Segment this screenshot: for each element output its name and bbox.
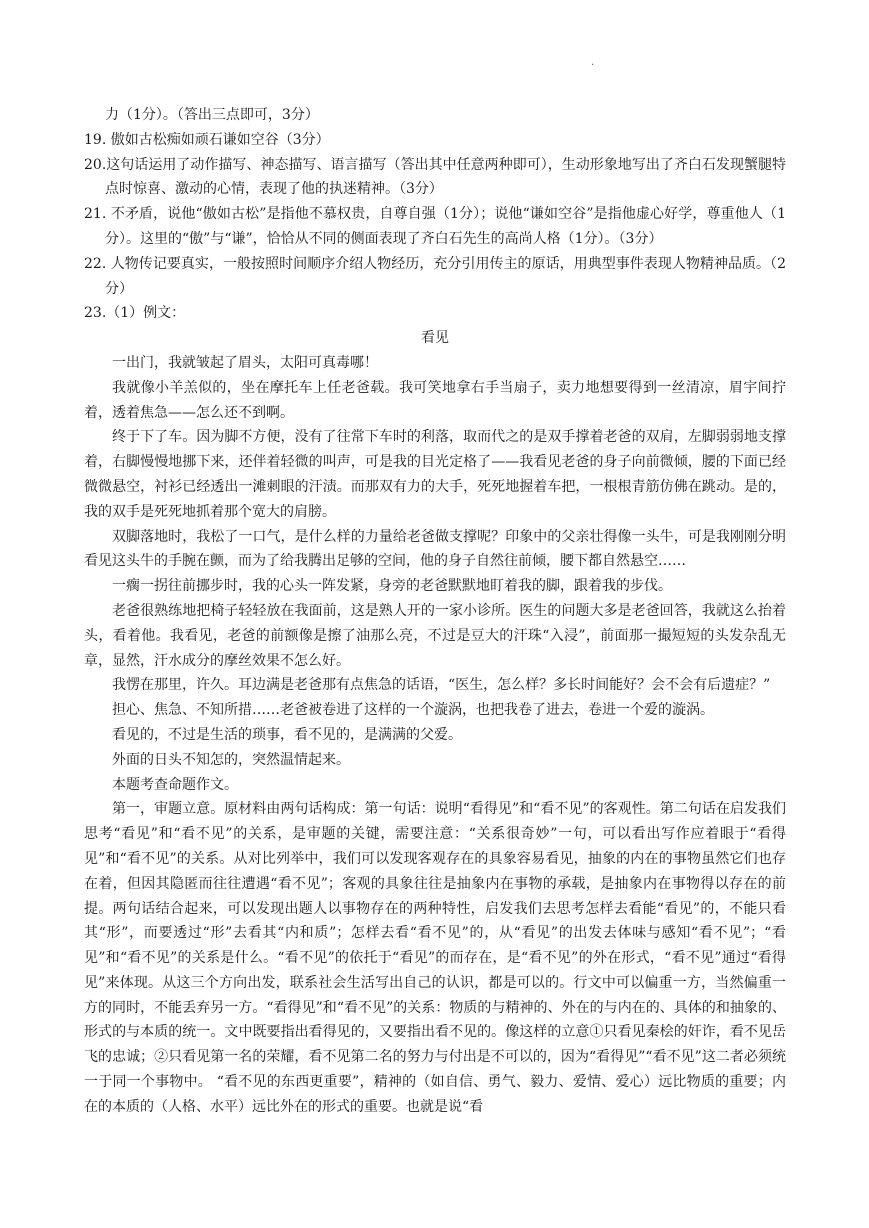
essay-paragraph: 看见的，不过是生活的琐事，看不见的，是满满的父爱。 xyxy=(112,726,462,743)
analysis-paragraph: 第一，审题立意。原材料由两句话构成：第一句话：说明“看得见”和“看不见”的客观性。第二句话在启发我们思考“看见”和“看不见”的关系，是审题的关键，需要注意：“关系很奇妙”一句，可以看出写作应着眼于“看得见”和“看不见”的关系。从对比列举中，我们可以发现客观存在的具象容易看见，抽象的内在的事物虽然它们也存在着，但因其隐匿而往往遭遇“看不见”；客观的具象往往是抽象内在事物的承载，是抽象内在事物得以存在的前提。两句话结合起来，可以发现出题人以事物存在的两种特性，启发我们去思考怎样去看能“看见”的，不能只看其“形”，而要透过“形”去看其“内和质”；怎样去看“看不见”的，从“看见”的出发去体味与感知“看不见”；“看见”和“看不见”的关系是什么。“看不见”的依托于“看见”的而存在，是“看不见”的外在形式，“看不见”通过“看得见”来体现。从这三个方向出发，联系社会生活写出自己的认识，都是可以的。行文中可以偏重一方，当然偏重一方的同时，不能丢弃另一方。“看得见”和“看不见”的关系：物质的与精神的、外在的与内在的、具体的和抽象的、形式的与本质的统一。文中既要指出看得见的，又要指出看不见的。像这样的立意①只看见秦桧的奸诈，看不见岳飞的忠诚；②只看见第一名的荣耀，看不见第二名的努力与付出是不可以的，因为“看得见”“看不见”这二者必须统一于同一个事物中。 “看不见的东西更重要”，精神的（如自信、勇气、毅力、爱情、爱心）远比物质的重要；内在的本质的（人格、水平）远比外在的形式的重要。也就是说“看 xyxy=(84,801,786,1115)
answer-line: 力（1分）。（答出三点即可，3分） xyxy=(105,107,319,123)
essay-paragraph: 外面的日头不知怎的，突然温情起来。 xyxy=(112,751,350,768)
essay-title: 看见 xyxy=(421,330,449,347)
essay-paragraph: 一出门，我就皱起了眉头，太阳可真毒哪！ xyxy=(112,354,378,371)
essay-paragraph: 终于下了车。因为脚不方便，没有了往常下车时的利落，取而代之的是双手撑着老爸的双肩，左脚弱弱地支撑着，右脚慢慢地挪下来，还伴着轻微的叫声，可是我的目光定格了——我看见老爸的身子向前微倾，腰的下面已经微微悬空，衬衫已经透出一滩刺眼的汗渍。而那双有力的大手，死死地握着车把，一根根青筋仿佛在跳动。是的，我的双手是死死地抓着那个宽大的肩膀。 xyxy=(84,429,786,520)
answer-22: 22. 人物传记要真实，一般按照时间顺序介绍人物经历，充分引用传主的原话，用典型事件表现人物精神品质。（2分） xyxy=(84,255,786,297)
essay-paragraph: 一瘸一拐往前挪步时，我的心头一阵发紧，身旁的老爸默默地盯着我的脚，跟着我的步伐。 xyxy=(112,578,672,595)
essay-paragraph: 我就像小羊羔似的，坐在摩托车上任老爸载。我可笑地拿右手当扇子，卖力地想要得到一丝清凉，眉宇间拧着，透着焦急——怎么还不到啊。 xyxy=(84,379,786,421)
header-mark: . xyxy=(591,57,595,68)
essay-paragraph: 老爸很熟练地把椅子轻轻放在我面前，这是熟人开的一家小诊所。医生的问题大多是老爸回答，我就这么抬着头，看着他。我看见，老爸的前额像是擦了油那么亮，不过是豆大的汗珠“入浸”，前面那一撮短短的头发杂乱无章，显然，汗水成分的摩丝效果不怎么好。 xyxy=(84,602,786,669)
essay-paragraph: 双脚落地时，我松了一口气，是什么样的力量给老爸做支撑呢？印象中的父亲壮得像一头牛，可是我刚刚分明看见这头牛的手腕在颤，而为了给我腾出足够的空间，他的身子自然往前倾，腰下都自然悬空…… xyxy=(84,528,786,570)
answer-19: 19. 傲如古松痴如顽石谦如空谷（3分） xyxy=(84,131,330,148)
document-body xyxy=(84,103,786,1120)
analysis-intro: 本题考查命题作文。 xyxy=(112,776,238,793)
essay-paragraph: 担心、焦急、不知所措……老爸被卷进了这样的一个漩涡，也把我卷了进去，卷进一个爱的漩涡。 xyxy=(112,702,714,719)
answer-23-heading: 23.（1）例文： xyxy=(84,305,186,322)
answer-20: 20.这句话运用了动作描写、神态描写、语言描写（答出其中任意两种即可），生动形象地写出了齐白石发现蟹腿特点时惊喜、激动的心情，表现了他的执迷精神。（3分） xyxy=(84,156,786,198)
answer-21: 21. 不矛盾，说他“傲如古松”是指他不慕权贵，自尊自强（1分）；说他“谦如空谷”是指他虚心好学，尊重他人（1分）。这里的“傲”与“谦”，恰恰从不同的侧面表现了齐白石先生的高尚人格（1分）。（3分） xyxy=(84,206,786,247)
essay-paragraph: 我愣在那里，许久。耳边满是老爸那有点焦急的话语，“医生，怎么样？多长时间能好？会不会有后遗症？” xyxy=(112,677,771,694)
